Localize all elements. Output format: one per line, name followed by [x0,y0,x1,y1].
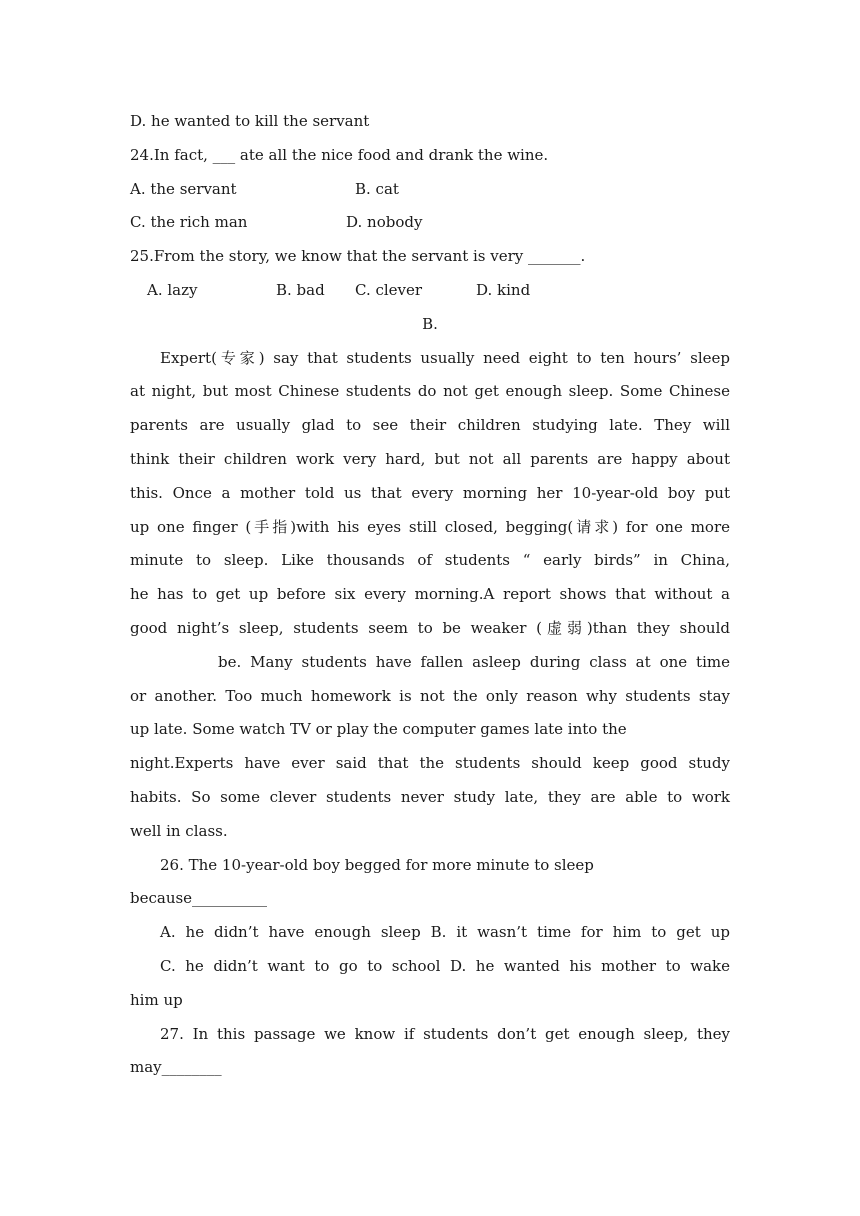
passage-line: be. Many students have fallen asleep during class at one time [218,652,730,671]
q24-options-row2 [130,206,730,240]
passage-line: up late. Some watch TV or play the computer games late into the [130,720,627,739]
passage-line: parents are usually glad to see their children studying late. They will [130,416,730,435]
q27-stem-line1: 27. In this passage we know if students don’t get enough sleep, they [160,1024,730,1043]
passage-line: well in class. [130,821,228,840]
passage-line: minute to sleep. Like thousands of students “ early birds” in China, [130,551,730,570]
q25-option-a: A. lazy [147,280,198,299]
passage-line: night.Experts have ever said that the students should keep good study [130,754,730,773]
passage-line: or another. Too much homework is not the only reason why students stay [130,686,730,705]
q24-option-b: B. cat [355,179,399,198]
q26-options-line2: C. he didn’t want to go to school D. he wanted his mother to wake [160,956,730,975]
q25-option-b: B. bad [276,280,325,299]
q25-option-d: D. kind [476,280,531,299]
q24-options-row1 [130,173,730,207]
q26-options-line1: A. he didn’t have enough sleep B. it wasn’t time for him to get up [160,923,730,942]
passage-line: good night’s sleep, students seem to be weaker (虚弱)than they should [130,618,730,637]
q27-stem-line2: may________ [130,1058,222,1077]
passage-line: up one finger (手指)with his eyes still closed, begging(请求) for one more [130,517,730,536]
document-page [130,105,730,1085]
q26-stem-line2: because__________ [130,889,268,908]
reading-passage [130,342,730,849]
passage-line: think their children work very hard, but not all parents are happy about [130,449,730,468]
q24-option-a: A. the servant [130,179,237,198]
passage-line: this. Once a mother told us that every morning her 10-year-old boy put [130,483,730,502]
q25-option-c: C. clever [355,280,423,299]
q25-stem: 25.From the story, we know that the servant is very _______. [130,247,586,266]
passage-line: Expert(专家) say that students usually need eight to ten hours’ sleep [160,348,730,367]
q24-option-c: C. the rich man [130,213,248,232]
q24-stem: 24.In fact, ___ ate all the nice food and drank the wine. [130,145,549,164]
q26-stem-line1: 26. The 10-year-old boy begged for more minute to sleep [160,855,594,874]
q25-options-row [130,274,730,308]
q24-option-d: D. nobody [346,213,423,232]
q23-option-d: D. he wanted to kill the servant [130,112,370,130]
q26-options-line3: him up [130,990,183,1009]
passage-line: habits. So some clever students never study late, they are able to work [130,787,730,806]
passage-line: he has to get up before six every morning.A report shows that without a [130,585,730,604]
passage-line: at night, but most Chinese students do not get enough sleep. Some Chinese [130,382,730,401]
section-label: B. [422,314,438,333]
